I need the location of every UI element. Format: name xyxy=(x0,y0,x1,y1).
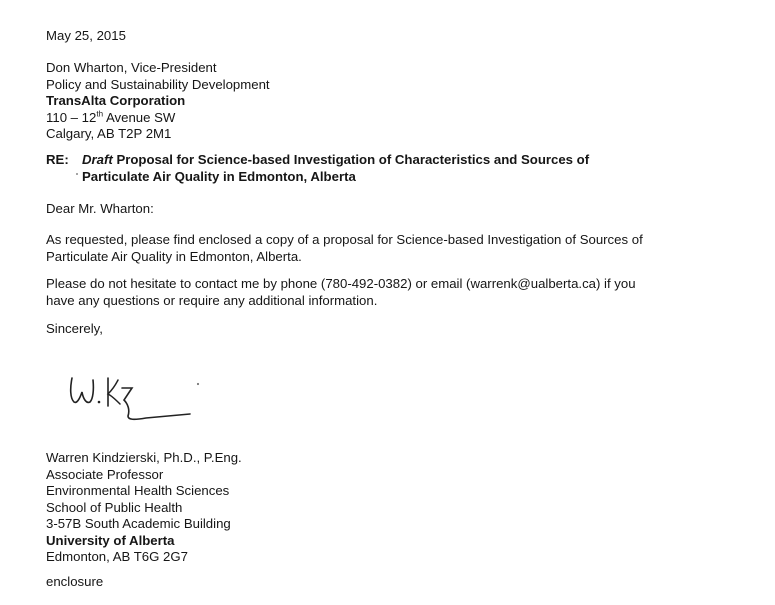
subject-draft-word: Draft xyxy=(82,152,113,167)
signature-end-dot xyxy=(197,383,199,385)
street-name: Avenue SW xyxy=(103,109,176,125)
signature-dot xyxy=(98,401,101,404)
enclosure-note xyxy=(46,574,103,591)
recipient-address xyxy=(46,60,270,143)
street-number: 110 – 12 xyxy=(46,109,97,125)
sender-title: Associate Professor xyxy=(46,466,164,482)
recipient-street xyxy=(46,110,270,127)
body-paragraph-2 xyxy=(46,276,636,309)
salutation xyxy=(46,201,154,218)
sender-university: University of Alberta xyxy=(46,532,175,548)
enclosure-text: enclosure xyxy=(46,574,104,589)
sender-signature-block xyxy=(46,450,242,566)
body-paragraph-1 xyxy=(46,232,643,265)
street-ordinal: th xyxy=(96,109,104,119)
paragraph-1-line-2: Particulate Air Quality in Edmonton, Alberta. xyxy=(46,248,302,264)
paragraph-2-line-1: Please do not hesitate to contact me by phone (780-492-0382) or email (warrenk@ualberta.ca) if you xyxy=(46,276,636,291)
closing xyxy=(46,321,103,338)
re-label: RE: xyxy=(46,152,69,167)
subject-line-2: Particulate Air Quality in Edmonton, Alberta xyxy=(82,168,356,184)
paragraph-2-line-2: have any questions or require any additional information. xyxy=(46,292,378,308)
paragraph-1-line-1: As requested, please find enclosed a copy of a proposal for Science-based Investigation of Sources of xyxy=(46,232,643,247)
signature-k-arm xyxy=(108,380,120,404)
letter-date xyxy=(46,28,126,45)
date-text: May 25, 2015 xyxy=(46,28,126,43)
subject-line xyxy=(82,152,589,185)
closing-text: Sincerely, xyxy=(46,321,103,336)
sender-department: Environmental Health Sciences xyxy=(46,483,230,498)
sender-city: Edmonton, AB T6G 2G7 xyxy=(46,549,188,564)
recipient-company: TransAlta Corporation xyxy=(46,93,186,108)
sender-name: Warren Kindzierski, Ph.D., P.Eng. xyxy=(46,450,242,465)
recipient-department: Policy and Sustainability Development xyxy=(46,76,270,92)
signature-w-stroke xyxy=(71,378,94,402)
signature-z-stroke xyxy=(122,388,190,419)
subject-line-1 xyxy=(82,152,589,169)
subject-line-1-rest: Proposal for Science-based Investigation of Characteristics and Sources of xyxy=(112,152,590,167)
sender-school: School of Public Health xyxy=(46,499,183,515)
handwritten-signature xyxy=(62,366,202,426)
salutation-text: Dear Mr. Wharton: xyxy=(46,201,154,216)
scan-speck xyxy=(76,173,78,175)
recipient-city: Calgary, AB T2P 2M1 xyxy=(46,126,172,141)
sender-building: 3-57B South Academic Building xyxy=(46,516,231,531)
recipient-name: Don Wharton, Vice-President xyxy=(46,60,217,75)
